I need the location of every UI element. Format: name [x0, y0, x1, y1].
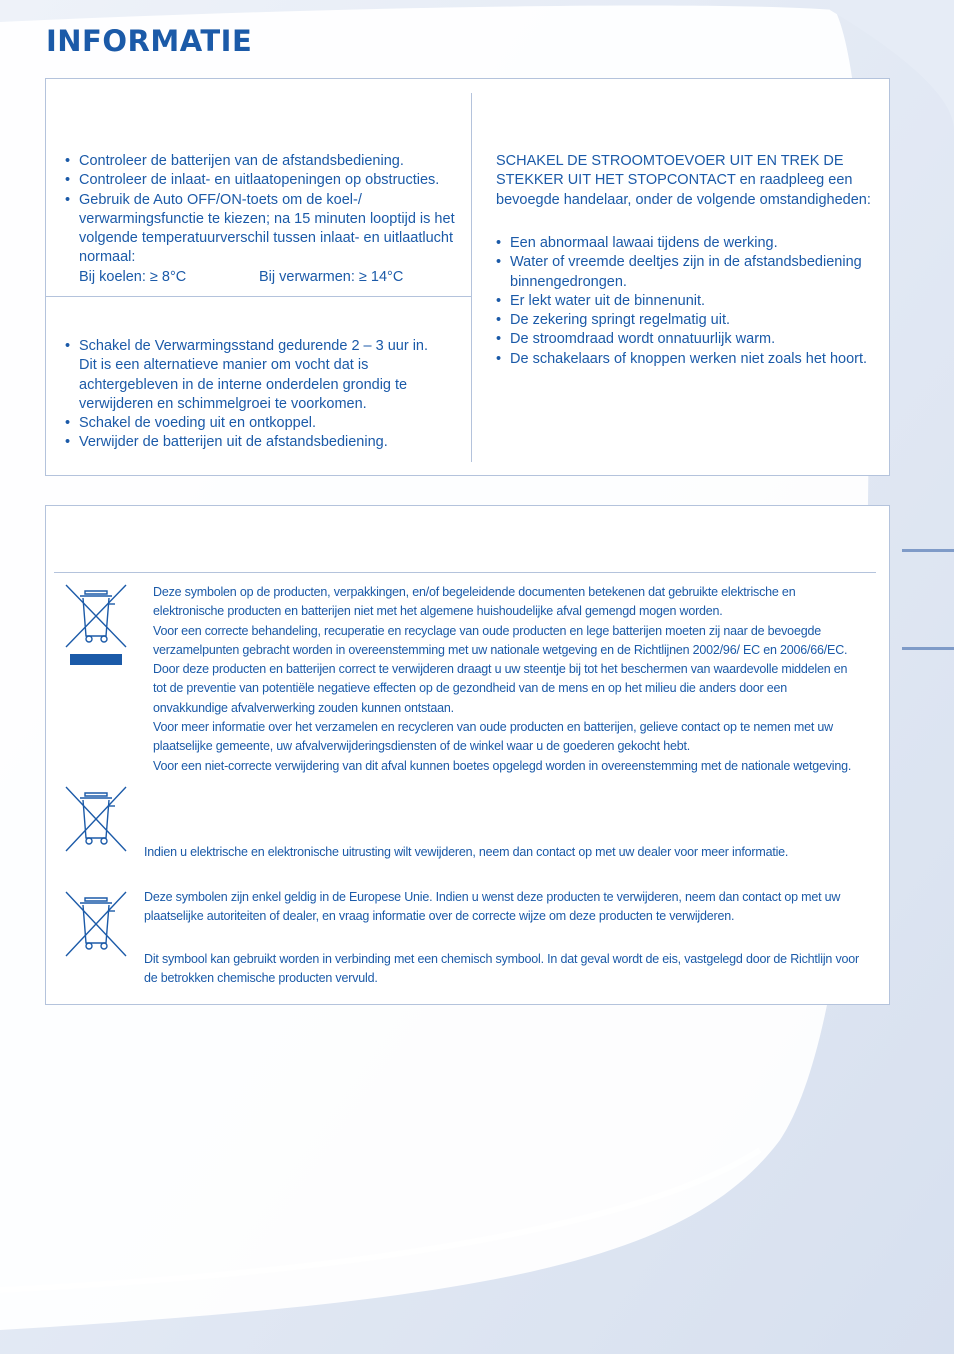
list-item: • Water of vreemde deeltjes zijn in de afstandsbediening binnengedrongen. [496, 253, 881, 292]
list-item: • Controleer de inlaat- en uitlaatopeningen op obstructies. [65, 171, 460, 190]
list-item: • De zekering springt regelmatig uit. [496, 311, 881, 330]
row-divider [46, 296, 471, 297]
disposal-paragraph: Voor een correcte behandeling, recuperatie en recyclage van oude producten en lege batterijen moeten zij naar de bevoegde verzamelpunten gebracht worden in overeenstemming met uw nationale wetgeving en de Richtlijnen 2002/96/ EC en 2006/66/EC. [153, 623, 848, 657]
list-item: • Verwijder de batterijen uit de afstandsbediening. [65, 433, 435, 452]
disposal-paragraph: Voor meer informatie over het verzamelen en recycleren van oude producten en batterijen, gelieve contact op te nemen met uw plaatselijke gemeente, uw afvalverwijderingsdiensten of de winkel waar u de goederen gekocht hebt. [153, 720, 833, 754]
list-item: • Schakel de voeding uit en ontkoppel. [65, 414, 435, 433]
list-item: • Schakel de Verwarmingsstand gedurende 2 – 3 uur in. Dit is een alternatieve manier om vocht dat is achtergebleven in de interne onderdelen grondig te verwijderen en schimmelgroei te voorkomen. [65, 337, 435, 414]
disposal-info-box [45, 505, 890, 1005]
off-season-list [65, 337, 435, 453]
list-item: • De stroomdraad wordt onnatuurlijk warm. [496, 330, 881, 349]
warning-intro [496, 152, 871, 210]
page-title: INFORMATIE [46, 24, 253, 58]
warning-caps: SCHAKEL DE STROOMTOEVOER UIT EN TREK DE STEKKER UIT HET STOPCONTACT [496, 153, 844, 189]
edge-tab-marker [902, 549, 954, 552]
maintenance-info-box [45, 78, 890, 476]
column-divider [471, 93, 472, 462]
warning-list [496, 234, 881, 369]
chemical-symbol-text: Dit symbool kan gebruikt worden in verbinding met een chemisch symbool. In dat geval wordt de eis, vastgelegd door de Richtlijn voor de betrokken chemische producten vervuld. [144, 952, 859, 986]
heating-difference: Bij verwarmen: ≥ 14°C [259, 268, 404, 285]
section-divider [54, 572, 876, 573]
edge-tab-marker [902, 647, 954, 650]
list-item: • Er lekt water uit de binnenunit. [496, 292, 881, 311]
crossed-wheelie-bin-icon [65, 584, 127, 666]
crossed-wheelie-bin-icon [65, 786, 127, 852]
disposal-paragraph: Voor een niet-correcte verwijdering van dit afval kunnen boetes opgelegd worden in overeenstemming met de nationale wetgeving. [153, 758, 852, 773]
disposal-paragraph: Deze symbolen op de producten, verpakkingen, en/of begeleidende documenten betekenen dat gebruikte elektrische en elektronische producten en batterijen niet met het algemene huishoudelijke afval gemengd mogen worden. [153, 585, 796, 619]
check-list [65, 152, 460, 287]
crossed-wheelie-bin-icon [65, 891, 127, 957]
list-item: • De schakelaars of knoppen werken niet zoals het hoort. [496, 350, 881, 369]
list-item-text: Gebruik de Auto OFF/ON-toets om de koel-/ verwarmingsfunctie te kiezen; na 15 minuten looptijd is het volgende temperatuurverschil tussen inlaat- en uitlaatlucht normaal: [79, 191, 455, 266]
warning-rest: en raadpleeg een bevoegde handelaar, onder de volgende omstandigheden: [496, 172, 871, 208]
list-item: • Een abnormaal lawaai tijdens de werking. [496, 234, 881, 253]
business-users-text: Indien u elektrische en elektronische uitrusting wilt vewijderen, neem dan contact op met uw dealer voor meer informatie. [144, 845, 789, 859]
list-item: • Controleer de batterijen van de afstandsbediening. [65, 152, 460, 171]
cooling-difference: Bij koelen: ≥ 8°C [79, 268, 187, 285]
temperature-row [79, 268, 460, 287]
disposal-text [153, 583, 863, 776]
non-eu-text: Deze symbolen zijn enkel geldig in de Europese Unie. Indien u wenst deze producten te verwijderen, neem dan contact op met uw plaatselijke autoriteiten of dealer, en vraag informatie over de correcte wijze om deze producten te verwijderen. [144, 890, 841, 924]
disposal-paragraph: Door deze producten en batterijen correct te verwijderen draagt u uw steentje bij tot het beschermen van waardevolle middelen en tot de preventie van potentiële negatieve effecten op de gezondheid van de mens en op het milieu die anders door een onvakkundige afvalverwerking zouden kunnen ontstaan. [153, 662, 848, 715]
list-item [65, 191, 460, 287]
